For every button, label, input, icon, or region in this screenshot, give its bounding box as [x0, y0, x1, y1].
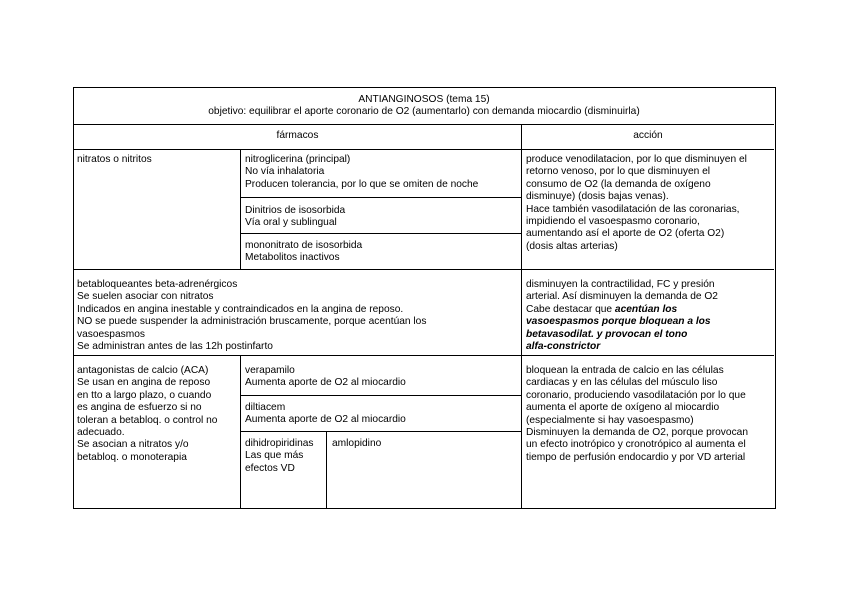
drug-cell-diltiacem [245, 402, 520, 427]
action-line: (especialmente si hay vasoespasmo) [526, 414, 694, 426]
divider [240, 395, 521, 396]
action-line: Hace también vasodilatación de las coronarias, [526, 203, 740, 215]
divider [74, 149, 774, 150]
column-divider [240, 149, 241, 269]
drug-name: verapamilo [245, 365, 295, 376]
drug-cell-nitroglicerina [245, 154, 520, 191]
antagonistas-action-cell [526, 365, 776, 464]
action-line: retorno venoso, por lo que disminuyen el [526, 166, 711, 178]
betabloqueantes-action-cell [526, 279, 776, 353]
action-line: arterial. Así disminuyen la demanda de O2 [526, 291, 718, 303]
action-line: Disminuyen la demanda de O2, porque provocan [526, 427, 748, 439]
drug-name: mononitrato de isosorbida [245, 240, 363, 251]
text-line: Indicados en angina inestable y contraindicados en la angina de reposo. [77, 303, 404, 315]
drug-note: Metabolitos inactivos [245, 252, 340, 264]
drug-note: Vía oral y sublingual [245, 217, 337, 229]
text-line: betabloq. o monoterapia [77, 451, 187, 463]
betabloqueantes-title: betabloqueantes beta-adrenérgicos [77, 279, 238, 290]
divider [240, 431, 521, 432]
drug-name: amlopidino [332, 438, 382, 449]
action-text: Cabe destacar que [526, 303, 615, 315]
text-line: Se suelen asociar con nitratos [77, 291, 214, 303]
divider [74, 124, 774, 125]
action-line: bloquean la entrada de calcio en las células [526, 365, 724, 376]
drug-note: efectos VD [245, 462, 295, 474]
column-divider [240, 356, 241, 508]
drug-name: dihidropiridinas [245, 438, 314, 449]
action-line: consumo de O2 (la demanda de oxígeno [526, 178, 711, 190]
action-line: aumenta el aporte de oxígeno al miocardio [526, 402, 720, 414]
action-line [526, 304, 776, 316]
nitratos-group-label: nitratos o nitritos [77, 154, 152, 165]
action-line: aumentando así el aporte de O2 (oferta O2) [526, 228, 725, 240]
action-emphasis: vasoespasmos porque bloquean a los [526, 316, 711, 328]
divider [240, 197, 521, 198]
text-line: NO se puede suspender la administración bruscamente, porque acentúan los [77, 316, 427, 328]
drug-note: Aumenta aporte de O2 al miocardio [245, 414, 406, 426]
text-line: adecuado. [77, 427, 125, 439]
drug-cell-amlopidino [332, 438, 520, 450]
action-line: tiempo de perfusión endocardio y por VD arterial [526, 451, 746, 463]
action-line: disminuyen la contractilidad, FC y presión [526, 279, 715, 290]
drug-cell-mononitrato [245, 240, 520, 265]
action-line: (dosis altas arterias) [526, 240, 618, 252]
table-header [74, 94, 774, 119]
drug-cell-dihidropiridinas [245, 438, 325, 475]
text-line: es angina de esfuerzo si no [77, 402, 202, 414]
text-line: Se asocian a nitratos y/o [77, 439, 189, 451]
nitratos-action-cell [526, 154, 776, 253]
action-line: un efecto inotrópico y cronotrópico al aumenta el [526, 439, 746, 451]
antianginosos-table [73, 87, 776, 509]
action-emphasis: alfa-constrictor [526, 341, 601, 353]
drug-name: diltiacem [245, 402, 286, 413]
drug-note: Aumenta aporte de O2 al miocardio [245, 377, 406, 389]
drug-note: Las que más [245, 450, 304, 462]
column-header-accion: acción [633, 130, 663, 141]
action-line: coronario, produciendo vasodilatación por lo que [526, 389, 746, 401]
column-header-farmacos: fármacos [276, 130, 319, 141]
table-subtitle: objetivo: equilibrar el aporte coronario de O2 (aumentarlo) con demanda miocardio (disminuirla) [208, 106, 640, 118]
drug-cell-dinitrito [245, 205, 520, 230]
action-line: produce venodilatacion, por lo que disminuyen el [526, 154, 747, 165]
table-title: ANTIANGINOSOS (tema 15) [358, 94, 490, 105]
text-line: en tto a largo plazo, o cuando [77, 389, 212, 401]
antagonistas-group-cell [77, 365, 239, 464]
drug-name: Dinitrios de isosorbida [245, 205, 346, 216]
column-divider [521, 124, 522, 508]
text-line: vasoespasmos [77, 328, 145, 340]
divider [240, 233, 521, 234]
action-emphasis: betavasodilat. y provocan el tono [526, 328, 688, 340]
drug-name: nitroglicerina (principal) [245, 154, 351, 165]
text-line: Se usan en angina de reposo [77, 377, 211, 389]
drug-note: Producen tolerancia, por lo que se omiten de noche [245, 178, 479, 190]
column-divider [326, 431, 327, 508]
text-line: toleran a betabloq. o control no [77, 414, 218, 426]
action-emphasis: acentúan los [614, 303, 678, 315]
action-line: impidiendo el vasoespasmo coronario, [526, 216, 700, 228]
action-line: disminuye) (dosis bajas venas). [526, 191, 669, 203]
action-line: cardiacas y en las células del músculo liso [526, 377, 718, 389]
antagonistas-title: antagonistas de calcio (ACA) [77, 365, 209, 376]
betabloqueantes-cell [77, 279, 517, 353]
drug-cell-verapamilo [245, 365, 520, 390]
divider [74, 355, 774, 356]
text-line: Se administran antes de las 12h postinfarto [77, 341, 273, 353]
nitratos-group-cell [77, 154, 237, 166]
drug-note: No vía inhalatoria [245, 166, 325, 178]
divider [74, 269, 774, 270]
